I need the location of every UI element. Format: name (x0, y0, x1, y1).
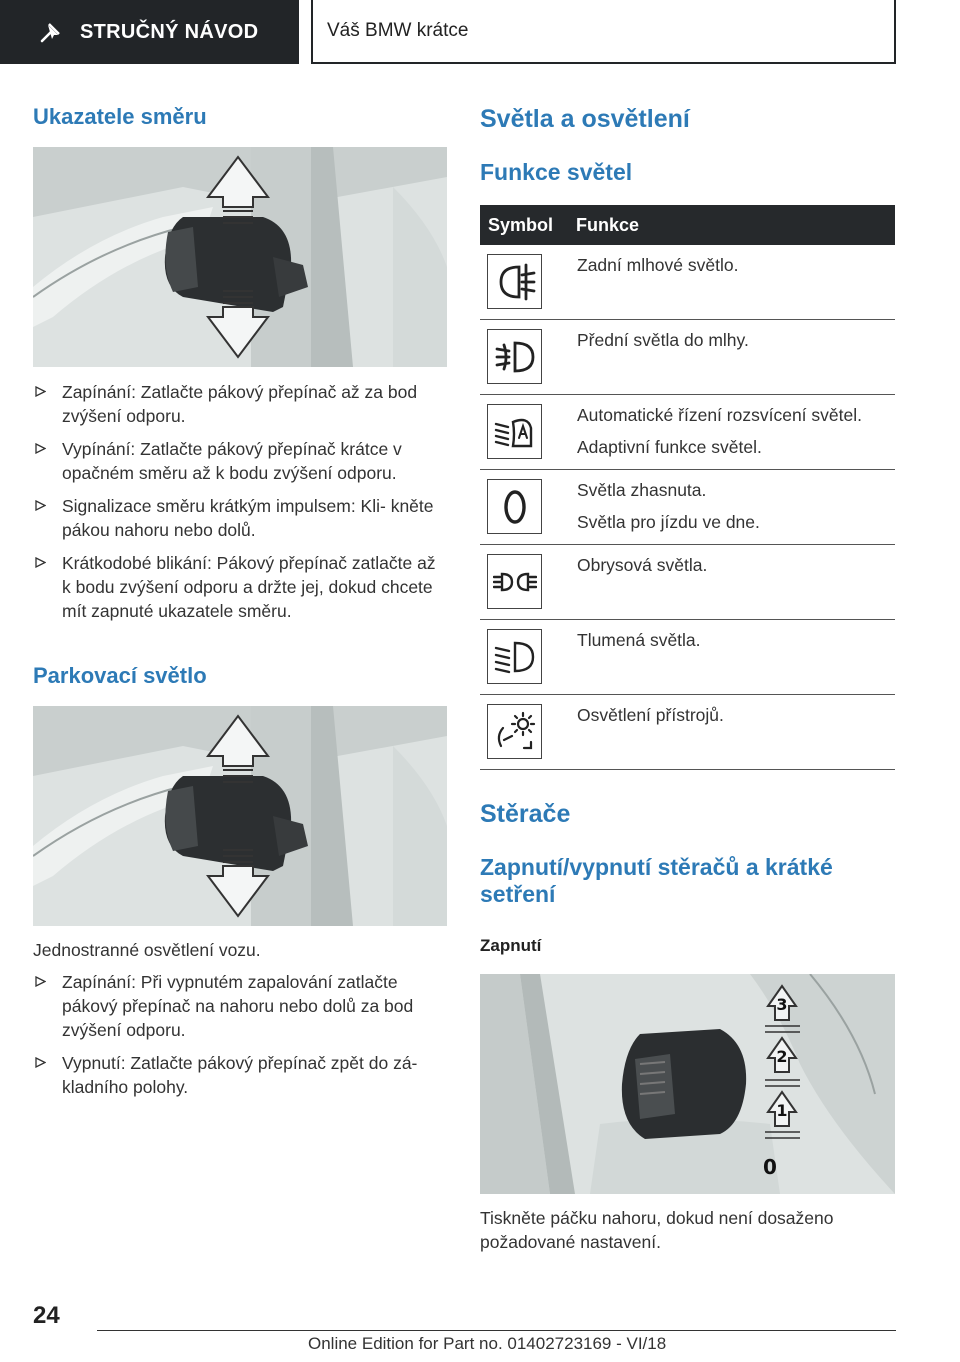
triangle-bullet-icon (35, 976, 46, 987)
footer-divider (97, 1330, 896, 1331)
table-row (480, 245, 895, 320)
table-row (480, 545, 895, 620)
header-section-label: STRUČNÝ NÁVOD (80, 20, 259, 43)
header-chapter-label: Váš BMW krátce (327, 20, 469, 41)
instrument-lighting-icon (487, 704, 542, 759)
turn-signal-lever-image (33, 147, 447, 367)
rear-fog-light-icon (487, 254, 542, 309)
function-text: Tlumená světla. (577, 630, 701, 650)
list-item: Vypnutí: Zatlačte pákový přepínač zpět do zá‐ kladního polohy. (33, 1051, 445, 1099)
list-item: Vypínání: Zatlačte pákový přepínač krátce v opačném směru až k bodu zvýšení odporu. (33, 437, 445, 485)
function-text: Světla pro jízdu ve dne. (577, 512, 760, 532)
triangle-bullet-icon (35, 1057, 46, 1068)
table-row (480, 395, 895, 470)
function-text: Osvětlení přístrojů. (577, 705, 724, 725)
function-text: Automatické řízení rozsvícení světel. (577, 405, 862, 425)
function-text: Obrysová světla. (577, 555, 708, 575)
function-text: Zadní mlhové světlo. (577, 255, 739, 275)
table-header (480, 205, 895, 245)
triangle-bullet-icon (35, 557, 46, 568)
front-fog-light-icon (487, 329, 542, 384)
list-item: Krátkodobé blikání: Pákový přepínač zatlačte až k bodu zvýšení odporu a držte jej, dokud chcete mít zapnuté ukazatele směru. (33, 551, 445, 623)
light-functions-table (480, 205, 895, 770)
parking-light-heading: Parkovací světlo (33, 663, 207, 688)
triangle-bullet-icon (35, 443, 46, 454)
table-row (480, 320, 895, 395)
light-functions-heading: Funkce světel (480, 159, 633, 185)
column-header-symbol: Symbol (488, 214, 554, 235)
parking-light-intro: Jednostranné osvětlení vozu. (33, 940, 261, 960)
wiper-position-3: 3 (776, 995, 788, 1014)
table-row (480, 695, 895, 770)
list-item: Signalizace směru krátkým impulsem: Kli‐ kněte pákou nahoru nebo dolů. (33, 494, 445, 542)
column-header-function: Funkce (576, 214, 640, 235)
triangle-bullet-icon (35, 500, 46, 511)
table-row (480, 470, 895, 545)
pin-arrow-icon (40, 21, 62, 43)
lights-heading: Světla a osvětlení (480, 105, 690, 133)
wiper-lever-image (480, 974, 895, 1194)
header-chapter-tab (311, 0, 896, 64)
triangle-bullet-icon (35, 386, 46, 397)
turn-signals-heading: Ukazatele směru (33, 104, 207, 129)
wiper-position-1: 1 (776, 1101, 788, 1120)
header-section-tab (0, 0, 299, 64)
table-row (480, 620, 895, 695)
parking-light-lever-image (33, 706, 447, 926)
list-item: Zapínání: Při vypnutém zapalování zatlačte pákový přepínač na nahoru nebo dolů za bod zvýšení odporu. (33, 970, 445, 1042)
auto-headlight-icon (487, 404, 542, 459)
lights-off-icon (487, 479, 542, 534)
wipers-on-heading: Zapnutí (480, 936, 542, 955)
wiper-position-2: 2 (776, 1047, 788, 1066)
wipers-instruction: Tiskněte páčku nahoru, dokud není dosaženo požadované nastavení. (480, 1208, 834, 1252)
footer-edition: Online Edition for Part no. 01402723169 - VI/18 (308, 1334, 667, 1353)
wiper-position-0: 0 (763, 1155, 777, 1179)
turn-signals-list (33, 380, 445, 632)
parking-lights-icon (487, 554, 542, 609)
low-beam-icon (487, 629, 542, 684)
wipers-heading: Stěrače (480, 800, 571, 828)
function-text: Přední světla do mlhy. (577, 330, 749, 350)
parking-light-list (33, 970, 445, 1108)
function-text: Světla zhasnuta. (577, 480, 707, 500)
page-number: 24 (33, 1302, 60, 1329)
function-text: Adaptivní funkce světel. (577, 437, 762, 457)
list-item: Zapínání: Zatlačte pákový přepínač až za bod zvýšení odporu. (33, 380, 445, 428)
wipers-subheading: Zapnutí/vypnutí stěračů a krátké setření (480, 854, 833, 907)
